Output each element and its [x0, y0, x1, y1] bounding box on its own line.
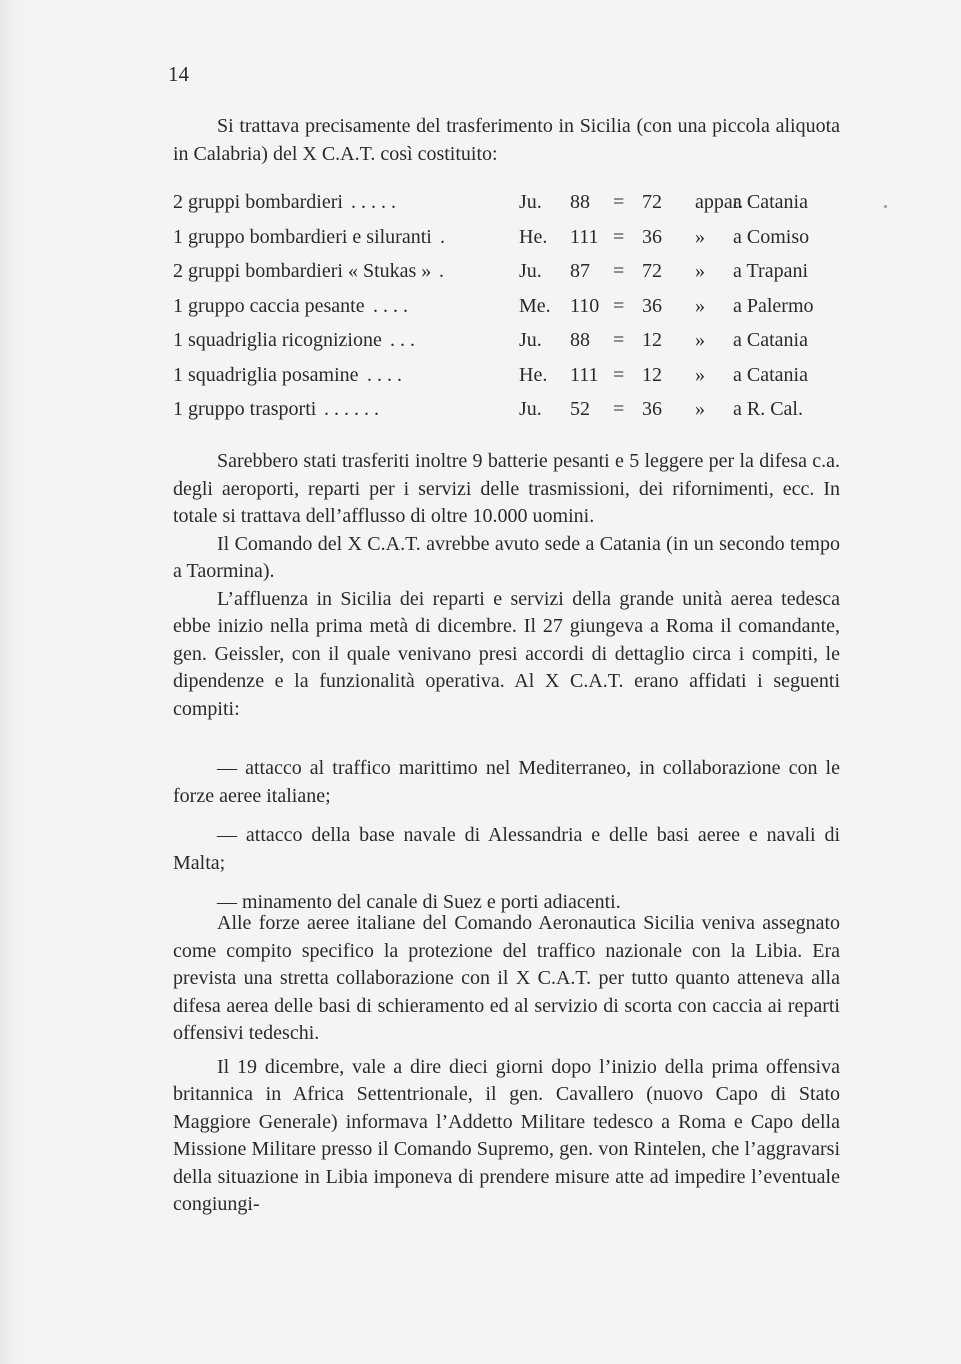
unit-row: [173, 260, 840, 295]
unit-location: a R. Cal.: [733, 398, 803, 420]
unit-unit: 1 gruppo trasporti: [173, 398, 317, 420]
unit-total: 12: [642, 363, 662, 386]
unit-location: a Palermo: [733, 294, 814, 317]
unit-type: He.: [519, 363, 548, 386]
unit-unit: 2 gruppi bombardieri: [173, 191, 343, 213]
unit-table: [173, 191, 840, 433]
unit-total: 36: [642, 398, 662, 420]
unit-number: 88: [570, 191, 590, 213]
unit-dots: . . . .: [367, 363, 402, 386]
unit-location: a Catania: [733, 363, 808, 386]
unit-appar: »: [695, 260, 705, 282]
unit-location: a Catania: [733, 191, 808, 213]
unit-row: [173, 364, 840, 399]
unit-dots: .: [440, 225, 445, 248]
body-section-2: [173, 910, 840, 1219]
unit-appar: »: [695, 363, 705, 386]
page-number: 14: [168, 62, 189, 86]
unit-unit: 2 gruppi bombardieri « Stukas »: [173, 260, 432, 282]
unit-dots: . . . . . .: [324, 398, 379, 420]
unit-appar: appar.: [695, 191, 744, 213]
unit-unit: 1 gruppo caccia pesante: [173, 294, 365, 317]
unit-dots: . . . . .: [351, 191, 396, 213]
paragraph: L’affluenza in Sicilia dei reparti e servizi della grande unità aerea tedesca ebbe inizio nella prima metà di dicembre. Il 27 giungeva a Roma il comandante, gen. Geissler, con il quale venivano presi accordi di dettaglio circa i compiti, le dipendenze e la funzionalità operativa. Al X C.A.T. erano affidati i seguenti compiti:: [173, 587, 840, 720]
unit-eq: =: [613, 329, 625, 351]
unit-number: 87: [570, 260, 590, 282]
unit-eq: =: [613, 191, 625, 213]
unit-type: He.: [519, 225, 548, 248]
unit-row: [173, 398, 840, 433]
unit-appar: »: [695, 329, 705, 351]
paragraph: Il 19 dicembre, vale a dire dieci giorni dopo l’inizio della prima offensiva britannica in Africa Settentrionale, il gen. Cavallero (nuovo Capo di Stato Maggiore Generale) informava l’Addetto Militare tedesco a Roma e Capo della Missione Militare presso il Comando Supremo, gen. von Rintelen, che l’aggravarsi della situazione in Libia imponeva di prendere misure atte ad impedire l’eventuale congiungi-: [173, 1055, 840, 1215]
unit-number: 52: [570, 398, 590, 420]
unit-dots: .: [439, 260, 444, 282]
task-item: — attacco al traffico marittimo nel Mediterraneo, in collaborazione con le forze aeree italiane;: [173, 757, 840, 807]
unit-type: Me.: [519, 294, 551, 317]
unit-unit: 1 squadriglia ricognizione: [173, 329, 382, 351]
task-item: — attacco della base navale di Alessandria e delle basi aeree e navali di Malta;: [173, 824, 840, 874]
unit-number: 111: [570, 363, 599, 386]
body-section-1: [173, 448, 840, 723]
unit-unit: 1 gruppo bombardieri e siluranti: [173, 225, 432, 248]
unit-type: Ju.: [519, 398, 542, 420]
unit-location: a Comiso: [733, 225, 810, 248]
paragraph: Si trattava precisamente del trasferimento in Sicilia (con una piccola aliquota in Calabria) del X C.A.T. così costituito:: [173, 115, 840, 165]
paragraph: Il Comando del X C.A.T. avrebbe avuto sede a Catania (in un secondo tempo a Taormina).: [173, 532, 840, 582]
unit-row: [173, 295, 840, 330]
unit-eq: =: [613, 294, 625, 317]
unit-type: Ju.: [519, 329, 542, 351]
unit-location: a Trapani: [733, 260, 808, 282]
unit-total: 36: [642, 225, 662, 248]
unit-dots: . . . .: [373, 294, 408, 317]
unit-eq: =: [613, 260, 625, 282]
unit-type: Ju.: [519, 191, 542, 213]
unit-eq: =: [613, 363, 625, 386]
unit-eq: =: [613, 225, 625, 248]
unit-eq: =: [613, 398, 625, 420]
paper-speck: [884, 205, 887, 208]
unit-total: 72: [642, 260, 662, 282]
unit-appar: »: [695, 225, 705, 248]
unit-appar: »: [695, 294, 705, 317]
unit-appar: »: [695, 398, 705, 420]
intro-paragraph: [173, 113, 840, 168]
task-item: — minamento del canale di Suez e porti adiacenti.: [217, 891, 621, 913]
unit-number: 110: [570, 294, 600, 317]
unit-row: [173, 226, 840, 261]
unit-total: 72: [642, 191, 662, 213]
paragraph: Sarebbero stati trasferiti inoltre 9 batterie pesanti e 5 leggere per la difesa c.a. degli aeroporti, reparti per i servizi delle trasmissioni, dei rifornimenti, ecc. In totale si trattava dell’afflusso di oltre 10.000 uomini.: [173, 450, 840, 527]
unit-number: 88: [570, 329, 590, 351]
paragraph: Alle forze aeree italiane del Comando Aeronautica Sicilia veniva assegnato come compito specifico la protezione del traffico nazionale con la Libia. Era prevista una stretta collaborazione con il X C.A.T. per tutto quanto atteneva alla difesa aerea delle basi di schieramento ed al servizio di scorta con caccia ai reparti offensivi tedeschi.: [173, 912, 840, 1044]
unit-type: Ju.: [519, 260, 542, 282]
unit-number: 111: [570, 225, 599, 248]
unit-dots: . . .: [390, 329, 415, 351]
task-list: [173, 755, 840, 917]
unit-unit: 1 squadriglia posamine: [173, 363, 359, 386]
unit-total: 36: [642, 294, 662, 317]
unit-row: [173, 329, 840, 364]
unit-total: 12: [642, 329, 662, 351]
unit-row: [173, 191, 840, 226]
unit-location: a Catania: [733, 329, 808, 351]
